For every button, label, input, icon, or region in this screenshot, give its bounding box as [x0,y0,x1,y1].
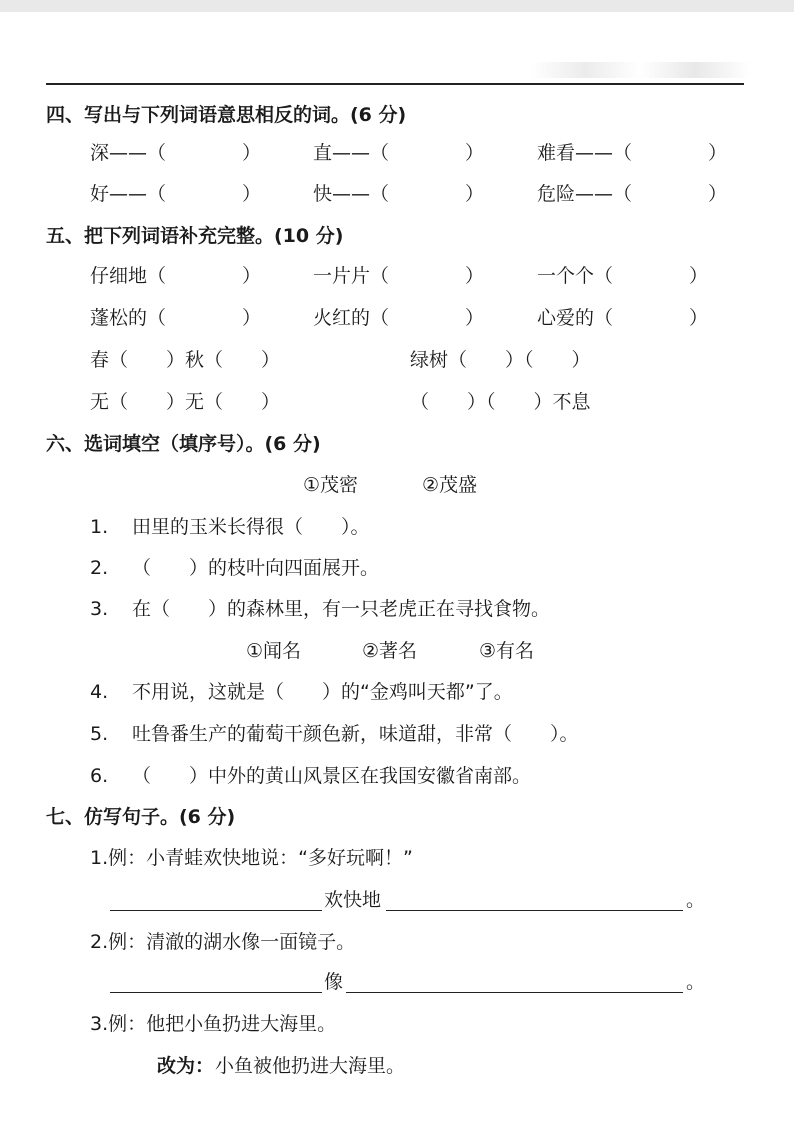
fill-item: 春（ ）秋（ ） [90,349,281,371]
question-number: 1. [90,516,109,538]
antonym-item: 深——（ ） [90,142,262,164]
given-word: 像 [324,971,344,993]
section-7-title: 七、仿写句子。(6 分) [46,806,236,828]
fill-item: 一片片（ ） [313,265,485,287]
question-number: 3. [90,598,109,620]
fill-item: （ ）（ ）不息 [410,391,591,413]
antonym-item: 快——（ ） [313,183,485,205]
question-text: 吐鲁番生产的葡萄干颜色新，味道甜，非常（ ）。 [132,723,579,745]
fill-item: 无（ ）无（ ） [90,391,281,413]
fill-item: 仔细地（ ） [90,265,262,287]
question-number: 5. [90,723,109,745]
example-sentence: 1.例：小青蛙欢快地说：“多好玩啊！” [90,847,413,869]
answer-blank [346,992,683,993]
answer-blank [386,910,683,911]
scan-smudge [530,62,750,78]
rewrite-label: 改为： [157,1055,215,1077]
antonym-item: 好——（ ） [90,183,262,205]
example-sentence: 2.例：清澈的湖水像一面镜子。 [90,931,356,953]
antonym-item: 直——（ ） [313,142,485,164]
word-option: ①茂密 [303,474,359,496]
scan-top-band [0,0,794,12]
word-option: ②著名 [362,640,418,662]
section-5-title: 五、把下列词语补充完整。(10 分) [46,225,344,247]
fill-item: 火红的（ ） [313,307,485,329]
section-4-title: 四、写出与下列词语意思相反的词。(6 分) [46,104,407,126]
rewrite-text: 小鱼被他扔进大海里。 [215,1055,406,1077]
word-option: ③有名 [479,640,535,662]
question-number: 2. [90,557,109,579]
period: 。 [686,889,706,911]
given-word: 欢快地 [324,889,382,911]
word-option: ②茂盛 [422,474,478,496]
question-number: 6. [90,765,109,787]
fill-item: 绿树（ ）（ ） [410,349,591,371]
section-6-title: 六、选词填空（填序号）。(6 分) [46,433,321,455]
question-text: （ ）的枝叶向四面展开。 [132,557,380,579]
header-rule [46,83,744,85]
word-option: ①闻名 [246,640,302,662]
antonym-item: 危险——（ ） [537,183,728,205]
question-text: 在（ ）的森林里，有一只老虎正在寻找食物。 [132,598,551,620]
example-sentence: 3.例：他把小鱼扔进大海里。 [90,1013,337,1035]
answer-blank [110,992,322,993]
question-text: 不用说，这就是（ ）的“金鸡叫天都”了。 [132,681,513,703]
fill-item: 蓬松的（ ） [90,307,262,329]
question-number: 4. [90,681,109,703]
antonym-item: 难看——（ ） [537,142,728,164]
question-text: 田里的玉米长得很（ ）。 [132,516,370,538]
period: 。 [686,971,706,993]
answer-blank [110,910,322,911]
fill-item: 心爱的（ ） [537,307,709,329]
question-text: （ ）中外的黄山风景区在我国安徽省南部。 [132,765,532,787]
fill-item: 一个个（ ） [537,265,709,287]
